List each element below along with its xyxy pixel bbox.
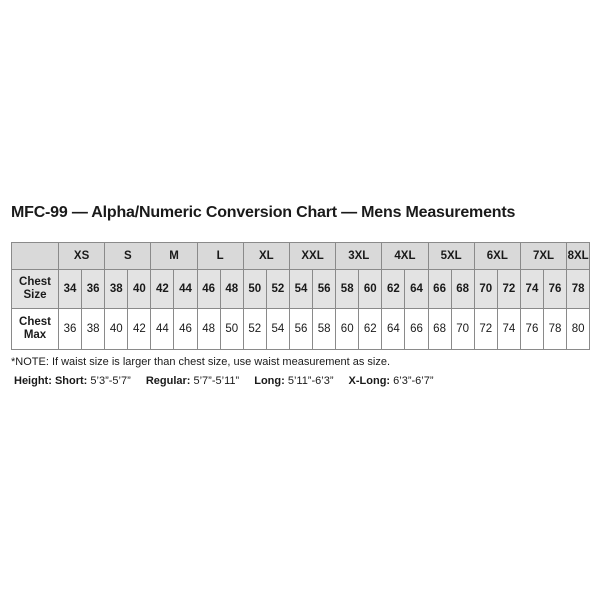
table-cell: 50 xyxy=(220,309,243,350)
corner-cell xyxy=(12,243,59,270)
table-cell: 66 xyxy=(428,270,451,309)
height-xlong-label: X-Long: xyxy=(348,375,391,387)
table-cell: 46 xyxy=(197,270,220,309)
table-cell: 48 xyxy=(197,309,220,350)
waist-size-note: *NOTE: If waist size is larger than chest size, use waist measurement as size. xyxy=(11,356,391,368)
size-header-xl: XL xyxy=(243,243,289,270)
row-label-chest-max xyxy=(12,309,59,350)
table-cell: 62 xyxy=(359,309,382,350)
table-cell: 60 xyxy=(359,270,382,309)
table-cell: 38 xyxy=(82,309,105,350)
table-cell: 56 xyxy=(313,270,336,309)
table-cell: 70 xyxy=(451,309,474,350)
table-cell: 56 xyxy=(289,309,312,350)
chest-max-row xyxy=(12,309,590,350)
height-regular xyxy=(146,375,239,387)
table-cell: 40 xyxy=(105,309,128,350)
table-cell: 36 xyxy=(82,270,105,309)
table-cell: 58 xyxy=(336,270,359,309)
size-header-m: M xyxy=(151,243,197,270)
height-short-label: Height: Short: xyxy=(14,375,88,387)
size-header-3xl: 3XL xyxy=(336,243,382,270)
height-short xyxy=(14,375,131,387)
table-cell: 70 xyxy=(474,270,497,309)
table-cell: 38 xyxy=(105,270,128,309)
table-cell: 78 xyxy=(567,270,590,309)
table-cell: 34 xyxy=(59,270,82,309)
table-cell: 68 xyxy=(451,270,474,309)
table-cell: 80 xyxy=(567,309,590,350)
size-header-xxl: XXL xyxy=(289,243,335,270)
table-cell: 58 xyxy=(313,309,336,350)
table-cell: 50 xyxy=(243,270,266,309)
size-header-s: S xyxy=(105,243,151,270)
chart-title: MFC-99 — Alpha/Numeric Conversion Chart — Mens Measurements xyxy=(11,204,516,221)
table-cell: 44 xyxy=(151,309,174,350)
size-header-7xl: 7XL xyxy=(520,243,566,270)
row-label-line: Max xyxy=(23,329,47,341)
table-cell: 36 xyxy=(59,309,82,350)
table-cell: 40 xyxy=(128,270,151,309)
table-cell: 62 xyxy=(382,270,405,309)
row-label-line: Chest xyxy=(19,276,51,288)
table-cell: 42 xyxy=(151,270,174,309)
table-cell: 52 xyxy=(243,309,266,350)
chest-size-row xyxy=(12,270,590,309)
size-header-l: L xyxy=(197,243,243,270)
table-cell: 60 xyxy=(336,309,359,350)
size-conversion-table xyxy=(11,242,590,350)
table-cell: 54 xyxy=(289,270,312,309)
table-cell: 52 xyxy=(266,270,289,309)
size-header-8xl: 8XL xyxy=(567,243,590,270)
table-cell: 68 xyxy=(428,309,451,350)
size-header-5xl: 5XL xyxy=(428,243,474,270)
height-short-value: 5’3”-5’7” xyxy=(90,375,131,387)
table-cell: 48 xyxy=(220,270,243,309)
table-cell: 54 xyxy=(266,309,289,350)
height-long xyxy=(254,375,333,387)
table-cell: 74 xyxy=(520,270,543,309)
height-regular-value: 5’7”-5’11” xyxy=(193,375,240,387)
height-long-label: Long: xyxy=(254,375,285,387)
table-cell: 76 xyxy=(544,270,567,309)
table-cell: 66 xyxy=(405,309,428,350)
size-header-6xl: 6XL xyxy=(474,243,520,270)
size-header-xs: XS xyxy=(59,243,105,270)
table-cell: 64 xyxy=(382,309,405,350)
table-cell: 64 xyxy=(405,270,428,309)
table-cell: 46 xyxy=(174,309,197,350)
row-label-line: Size xyxy=(23,289,47,301)
table-cell: 74 xyxy=(497,309,520,350)
height-ranges xyxy=(14,375,446,387)
table-cell: 72 xyxy=(474,309,497,350)
table-cell: 42 xyxy=(128,309,151,350)
size-header-row xyxy=(12,243,590,270)
row-label-line: Chest xyxy=(19,316,51,328)
table-cell: 44 xyxy=(174,270,197,309)
height-xlong-value: 6’3”-6’7” xyxy=(393,375,434,387)
height-xlong xyxy=(349,375,434,387)
table-cell: 72 xyxy=(497,270,520,309)
row-label-chest-size xyxy=(12,270,59,309)
table-cell: 78 xyxy=(544,309,567,350)
height-long-value: 5’11”-6’3” xyxy=(287,375,334,387)
size-header-4xl: 4XL xyxy=(382,243,428,270)
table-cell: 76 xyxy=(520,309,543,350)
height-regular-label: Regular: xyxy=(145,375,191,387)
